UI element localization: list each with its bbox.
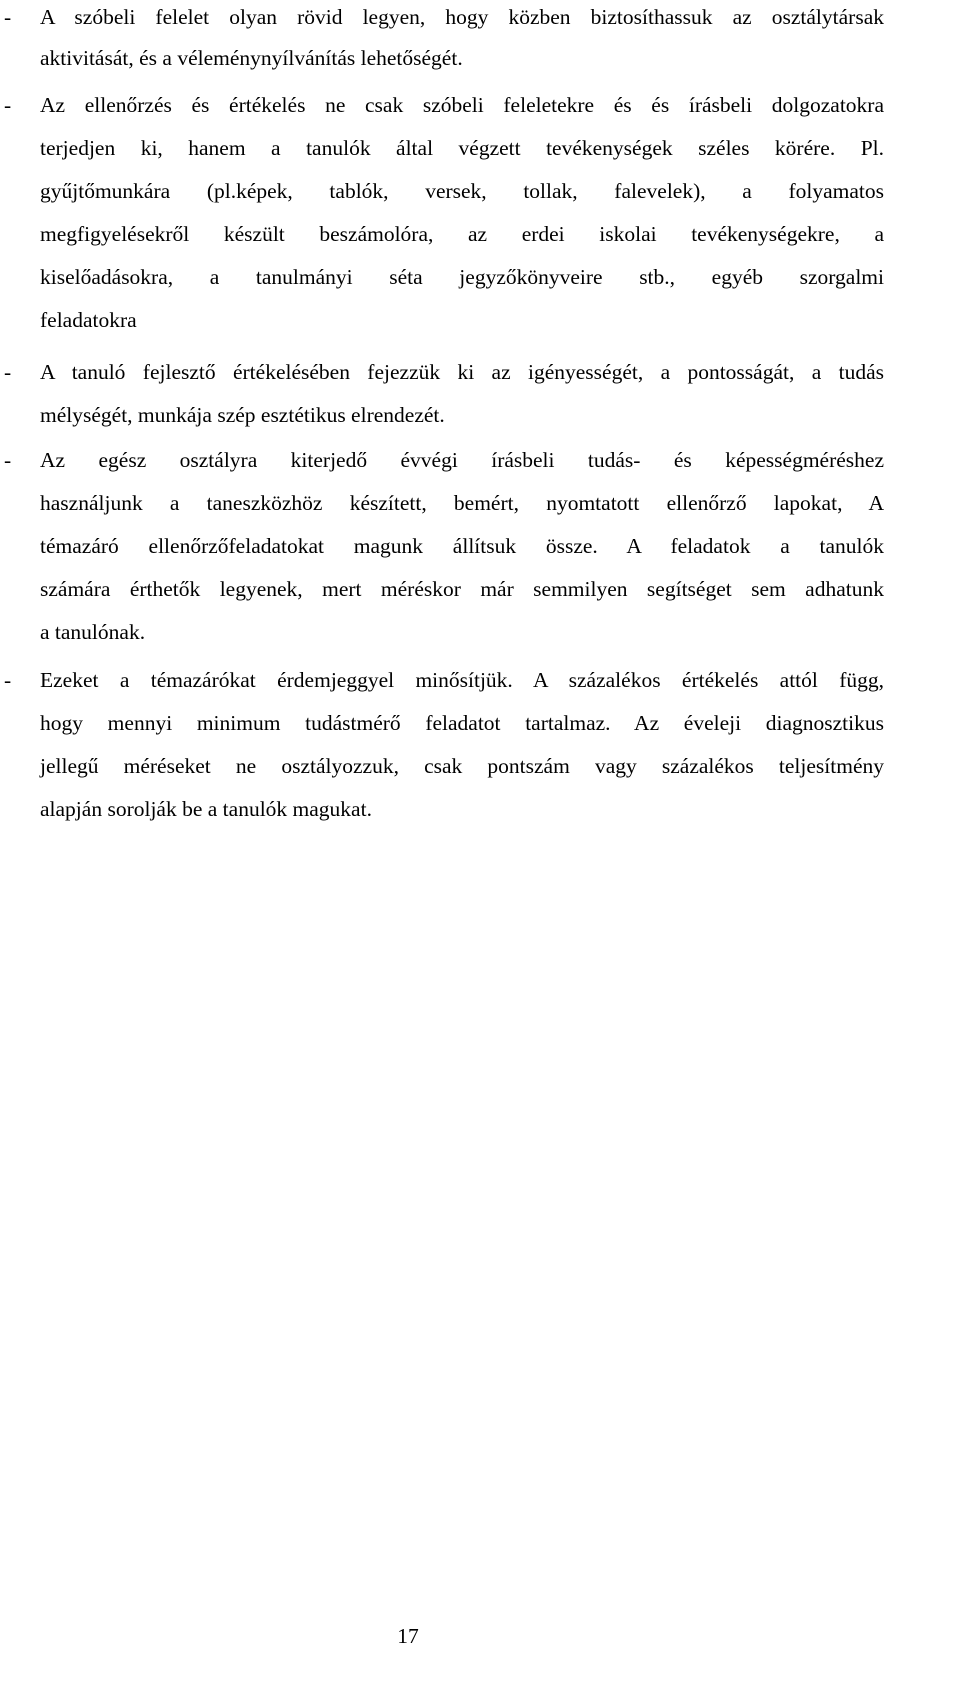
list-dash: - xyxy=(4,93,12,117)
paragraph-line: gyűjtőmunkára (pl.képek, tablók, versek, tollak, falevelek), a folyamatos xyxy=(40,179,884,203)
list-dash: - xyxy=(4,668,12,692)
paragraph-line: számára érthetők legyenek, mert méréskor már semmilyen segítséget sem adhatunk xyxy=(40,577,884,601)
page-number-text: 17 xyxy=(397,1624,419,1648)
paragraph-line: A tanuló fejlesztő értékelésében fejezzük ki az igényességét, a pontosságát, a tudás xyxy=(40,360,884,384)
paragraph-line: használjunk a taneszközhöz készített, bemért, nyomtatott ellenőrző lapokat, A xyxy=(40,491,884,515)
page-number xyxy=(0,1621,960,1651)
list-dash: - xyxy=(4,360,12,384)
paragraph-line: kiselőadásokra, a tanulmányi séta jegyzőkönyveire stb., egyéb szorgalmi xyxy=(40,265,884,289)
list-dash: - xyxy=(4,448,12,472)
paragraph-line: alapján sorolják be a tanulók magukat. xyxy=(40,797,372,821)
paragraph-line: jellegű méréseket ne osztályozzuk, csak pontszám vagy százalékos teljesítmény xyxy=(40,754,884,778)
paragraph-line: hogy mennyi minimum tudástmérő feladatot tartalmaz. Az éveleji diagnosztikus xyxy=(40,711,884,735)
paragraph-line: A szóbeli felelet olyan rövid legyen, hogy közben biztosíthassuk az osztálytársak xyxy=(40,5,884,29)
paragraph-line: témazáró ellenőrzőfeladatokat magunk állítsuk össze. A feladatok a tanulók xyxy=(40,534,884,558)
paragraph-line: Ezeket a témazárókat érdemjeggyel minősítjük. A százalékos értékelés attól függ, xyxy=(40,668,884,692)
paragraph-line: aktivitását, és a véleménynyílvánítás lehetőségét. xyxy=(40,46,463,70)
paragraph-line: megfigyelésekről készült beszámolóra, az erdei iskolai tevékenységekre, a xyxy=(40,222,884,246)
paragraph-line: Az egész osztályra kiterjedő évvégi írásbeli tudás- és képességméréshez xyxy=(40,448,884,472)
paragraph-line: terjedjen ki, hanem a tanulók által végzett tevékenységek széles körére. Pl. xyxy=(40,136,884,160)
paragraph-line: mélységét, munkája szép esztétikus elrendezét. xyxy=(40,403,445,427)
list-dash: - xyxy=(4,5,12,29)
paragraph-line: a tanulónak. xyxy=(40,620,146,644)
paragraph-line: Az ellenőrzés és értékelés ne csak szóbeli feleletekre és és írásbeli dolgozatokra xyxy=(40,93,884,117)
paragraph-line: feladatokra xyxy=(40,308,137,332)
